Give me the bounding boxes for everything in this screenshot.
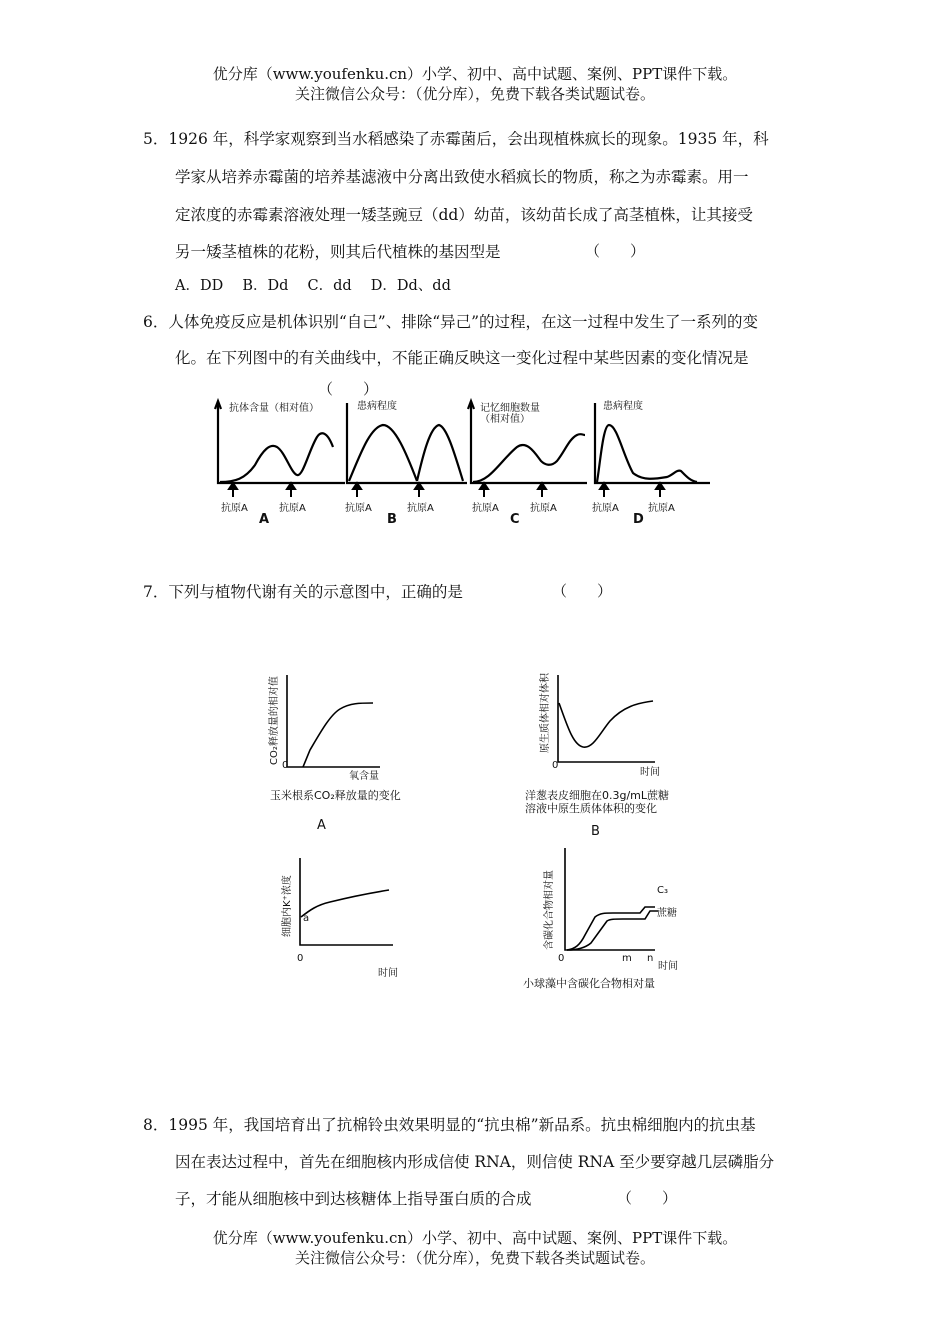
q6-a-antigen-2: 抗原A [279,503,306,514]
q5-line-2: 学家从培养赤霉菌的培养基滤液中分离出致使水稻疯长的物质，称之为赤霉素。用一 [175,168,749,186]
q6-b-ylabel: 患病程度 [357,401,397,412]
header-line-2: 关注微信公众号：（优分库），免费下载各类试题试卷。 [294,85,655,103]
q7-c-ylabel: 细胞内K⁺浓度 [282,875,293,937]
q7-stem: 7．下列与植物代谢有关的示意图中，正确的是 [143,583,463,601]
q5-line-1: 5．1926 年，科学家观察到当水稻感染了赤霉菌后，会出现植株疯长的现象。1935 年，科 [143,130,769,148]
q7-a-origin: 0 [282,760,289,771]
q7-c-mark: a [303,913,310,924]
q7-a-xlabel: 氧含量 [349,771,379,782]
q7-d-xlabel: 时间 [658,961,678,972]
q6-c-ylabel: 记忆细胞数量 [480,403,540,414]
q8-line-2: 因在表达过程中，首先在细胞核内形成信使 RNA，则信使 RNA 至少要穿越几层磷脂分 [175,1153,775,1171]
header-line-1: 优分库（www.youfenku.cn）小学、初中、高中试题、案例、PPT课件下载。 [212,65,738,83]
footer-line-1: 优分库（www.youfenku.cn）小学、初中、高中试题、案例、PPT课件下载。 [212,1229,738,1247]
q7-b-caption-1: 洋葱表皮细胞在0.3g/mL蔗糖 [525,789,670,802]
q7-figure [255,645,705,990]
q6-c-ylabel2: （相对值） [480,414,530,425]
q7-d-series-sucrose: 蔗糖 [657,908,677,919]
q7-b-origin: 0 [552,760,559,771]
q5-options: A．DD B．Dd C．dd D．Dd、dd [175,278,451,294]
q8-answer-paren: （ ） [617,1189,678,1207]
q8-line-1: 8．1995 年，我国培育出了抗棉铃虫效果明显的“抗虫棉”新品系。抗虫棉细胞内的抗虫基 [143,1116,756,1134]
q6-d-ylabel: 患病程度 [603,401,643,412]
q6-line-1: 6．人体免疫反应是机体识别“自己”、排除“异己”的过程，在这一过程中发生了一系列的变 [143,313,759,331]
q6-c-antigen-1: 抗原A [472,503,499,514]
q6-d-letter: D [633,512,644,525]
q7-d-ylabel: 含碳化合物相对量 [544,870,555,950]
q6-b-letter: B [387,512,397,525]
q6-d-antigen-1: 抗原A [592,503,619,514]
q7-a-caption: 玉米根系CO₂释放量的变化 [270,789,401,802]
q7-d-tick-m: m [622,953,632,964]
q7-a-letter: A [317,818,326,833]
q6-figure [205,395,725,525]
q6-answer-paren: （ ） [318,380,379,398]
q7-b-xlabel: 时间 [640,767,660,778]
q6-d-antigen-2: 抗原A [648,503,675,514]
q7-c-xlabel: 时间 [378,968,398,979]
q7-b-caption-2: 溶液中原生质体体积的变化 [525,802,657,815]
q6-b-antigen-2: 抗原A [407,503,434,514]
q6-a-ylabel: 抗体含量（相对值） [229,403,319,414]
q5-answer-paren: （ ） [585,242,646,260]
q6-c-antigen-2: 抗原A [530,503,557,514]
q7-c-origin: 0 [297,953,304,964]
q6-line-2: 化。在下列图中的有关曲线中，不能正确反映这一变化过程中某些因素的变化情况是 [175,349,749,367]
q7-answer-paren: （ ） [552,582,613,600]
q7-b-letter: B [591,824,600,839]
q5-line-3: 定浓度的赤霉素溶液处理一矮茎豌豆（dd）幼苗，该幼苗长成了高茎植株，让其接受 [175,206,753,224]
q7-d-series-c3: C₃ [657,885,668,896]
q7-d-tick-n: n [647,953,654,964]
q7-d-caption: 小球藻中含碳化合物相对量 [523,977,655,990]
q7-d-origin: 0 [558,953,565,964]
q6-a-letter: A [259,512,270,525]
q5-line-4: 另一矮茎植株的花粉，则其后代植株的基因型是 [175,243,501,261]
q7-b-ylabel: 原生质体相对体积 [540,673,551,753]
q6-c-letter: C [510,512,520,525]
q7-a-ylabel: CO₂释放量的相对值 [269,676,280,765]
footer-line-2: 关注微信公众号：（优分库），免费下载各类试题试卷。 [294,1249,655,1267]
q6-a-antigen-1: 抗原A [221,503,248,514]
q8-line-3: 子，才能从细胞核中到达核糖体上指导蛋白质的合成 [175,1190,532,1208]
q6-b-antigen-1: 抗原A [345,503,372,514]
